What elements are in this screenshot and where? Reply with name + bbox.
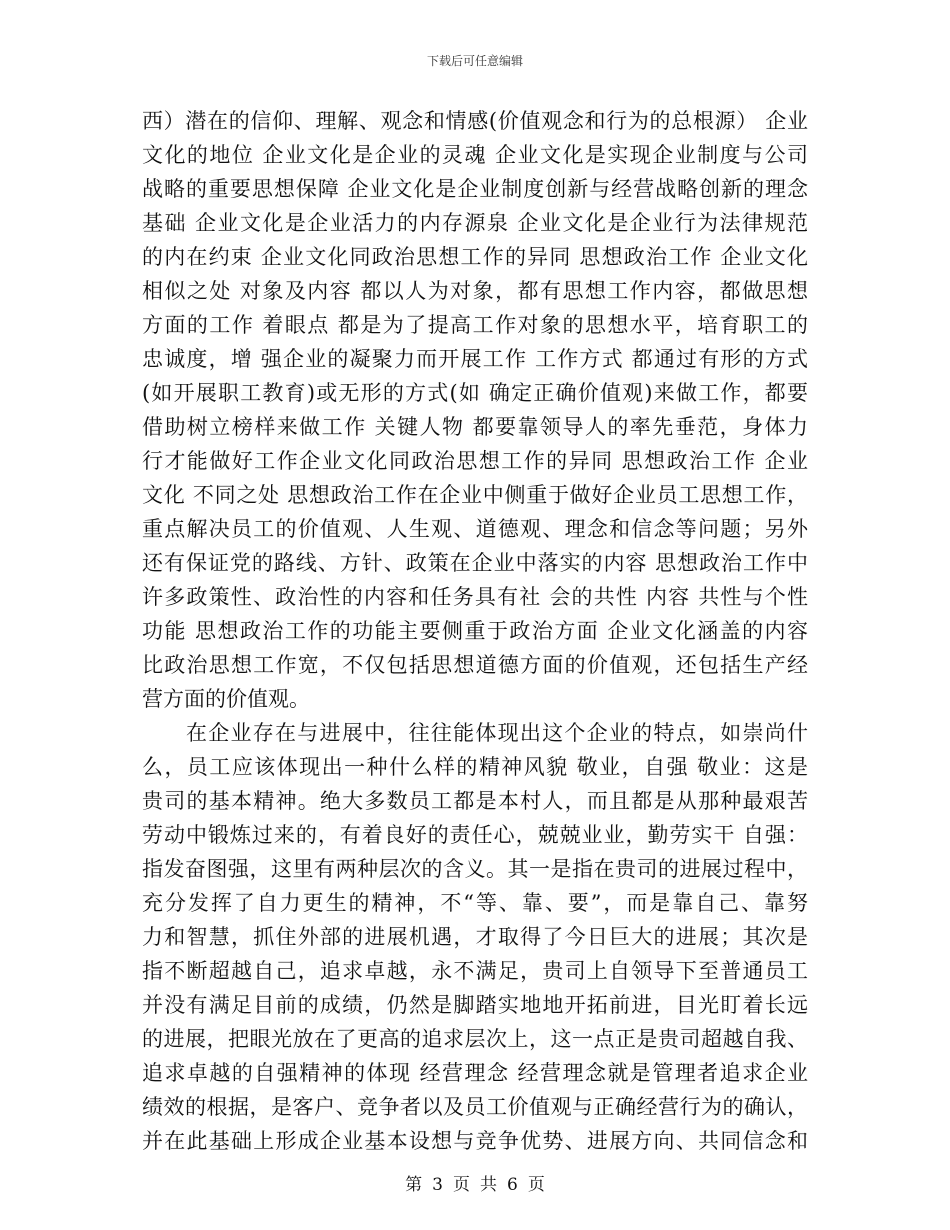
text-line: 西）潜在的信仰、理解、观念和情感(价值观念和行为的总根源） 企业: [142, 109, 808, 133]
text-line: 营方面的价值观。: [142, 687, 310, 711]
text-line: 行才能做好工作企业文化同政治思想工作的异同 思想政治工作 企业: [142, 449, 808, 473]
text-line: 指不断超越自己，追求卓越，永不满足，贵司上自领导下至普通员工: [142, 959, 808, 983]
text-line: 比政治思想工作宽，不仅包括思想道德方面的价值观，还包括生产经: [142, 653, 808, 677]
text-line: 文化 不同之处 思想政治工作在企业中侧重于做好企业员工思想工作，: [142, 483, 808, 507]
page-total-number: 6: [507, 1175, 518, 1195]
text-line: 充分发挥了自力更生的精神，不“等、靠、要”，而是靠自己、靠努: [142, 891, 808, 915]
text-line: 功能 思想政治工作的功能主要侧重于政治方面 企业文化涵盖的内容: [142, 619, 808, 643]
text-line: 贵司的基本精神。绝大多数员工都是本村人，而且都是从那种最艰苦: [142, 789, 808, 813]
text-line: 借助树立榜样来做工作 关键人物 都要靠领导人的率先垂范，身体力: [142, 415, 808, 439]
page-header: 下载后可任意编辑: [426, 54, 523, 68]
text-line: 许多政策性、政治性的内容和任务具有社 会的共性 内容 共性与个性: [142, 585, 808, 609]
text-line: 忠诚度，增 强企业的凝聚力而开展工作 工作方式 都通过有形的方式: [142, 347, 808, 371]
footer-label-gong: 共: [480, 1175, 497, 1195]
paragraph-1: [142, 104, 808, 716]
footer-label-ye: 页: [453, 1175, 470, 1195]
text-line: 重点解决员工的价值观、人生观、道德观、理念和信念等问题；另外: [142, 517, 808, 541]
text-line: 还有保证党的路线、方针、政策在企业中落实的内容 思想政治工作中: [142, 551, 808, 575]
text-line: 么，员工应该体现出一种什么样的精神风貌 敬业，自强 敬业：这是: [142, 755, 808, 779]
text-line: 指发奋图强，这里有两种层次的含义。其一是指在贵司的进展过程中，: [142, 857, 808, 881]
text-line: 的内在约束 企业文化同政治思想工作的异同 思想政治工作 企业文化: [142, 245, 808, 269]
text-line: 的进展，把眼光放在了更高的追求层次上，这一点正是贵司超越自我、: [142, 1027, 808, 1051]
text-line: 方面的工作 着眼点 都是为了提高工作对象的思想水平，培育职工的: [142, 313, 808, 337]
text-line: 并没有满足目前的成绩，仍然是脚踏实地地开拓前进，目光盯着长远: [142, 993, 808, 1017]
text-line: 力和智慧，抓住外部的进展机遇，才取得了今日巨大的进展；其次是: [142, 925, 808, 949]
text-line: (如开展职工教育)或无形的方式(如 确定正确价值观)来做工作，都要: [142, 381, 808, 405]
footer-label-di: 第: [405, 1175, 423, 1195]
page-current-number: 3: [432, 1175, 443, 1195]
text-line: 绩效的根据，是客户、竞争者以及员工价值观与正确经营行为的确认，: [142, 1095, 808, 1119]
document-body: [142, 104, 808, 1158]
text-line: 战略的重要思想保障 企业文化是企业制度创新与经营战略创新的理念: [142, 177, 808, 201]
footer-label-ye-2: 页: [527, 1175, 545, 1195]
paragraph-2: [142, 716, 808, 1158]
text-line: 劳动中锻炼过来的，有着良好的责任心，兢兢业业，勤劳实干 自强：: [142, 823, 808, 847]
text-line: 在企业存在与进展中，往往能体现出这个企业的特点，如崇尚什: [186, 721, 808, 745]
text-line: 并在此基础上形成企业基本设想与竞争优势、进展方向、共同信念和: [142, 1129, 808, 1153]
text-line: 相似之处 对象及内容 都以人为对象，都有思想工作内容，都做思想: [142, 279, 808, 303]
page-footer: [0, 1170, 950, 1195]
text-line: 文化的地位 企业文化是企业的灵魂 企业文化是实现企业制度与公司: [142, 143, 808, 167]
text-line: 基础 企业文化是企业活力的内存源泉 企业文化是企业行为法律规范: [142, 211, 808, 235]
text-line: 追求卓越的自强精神的体现 经营理念 经营理念就是管理者追求企业: [142, 1061, 808, 1085]
